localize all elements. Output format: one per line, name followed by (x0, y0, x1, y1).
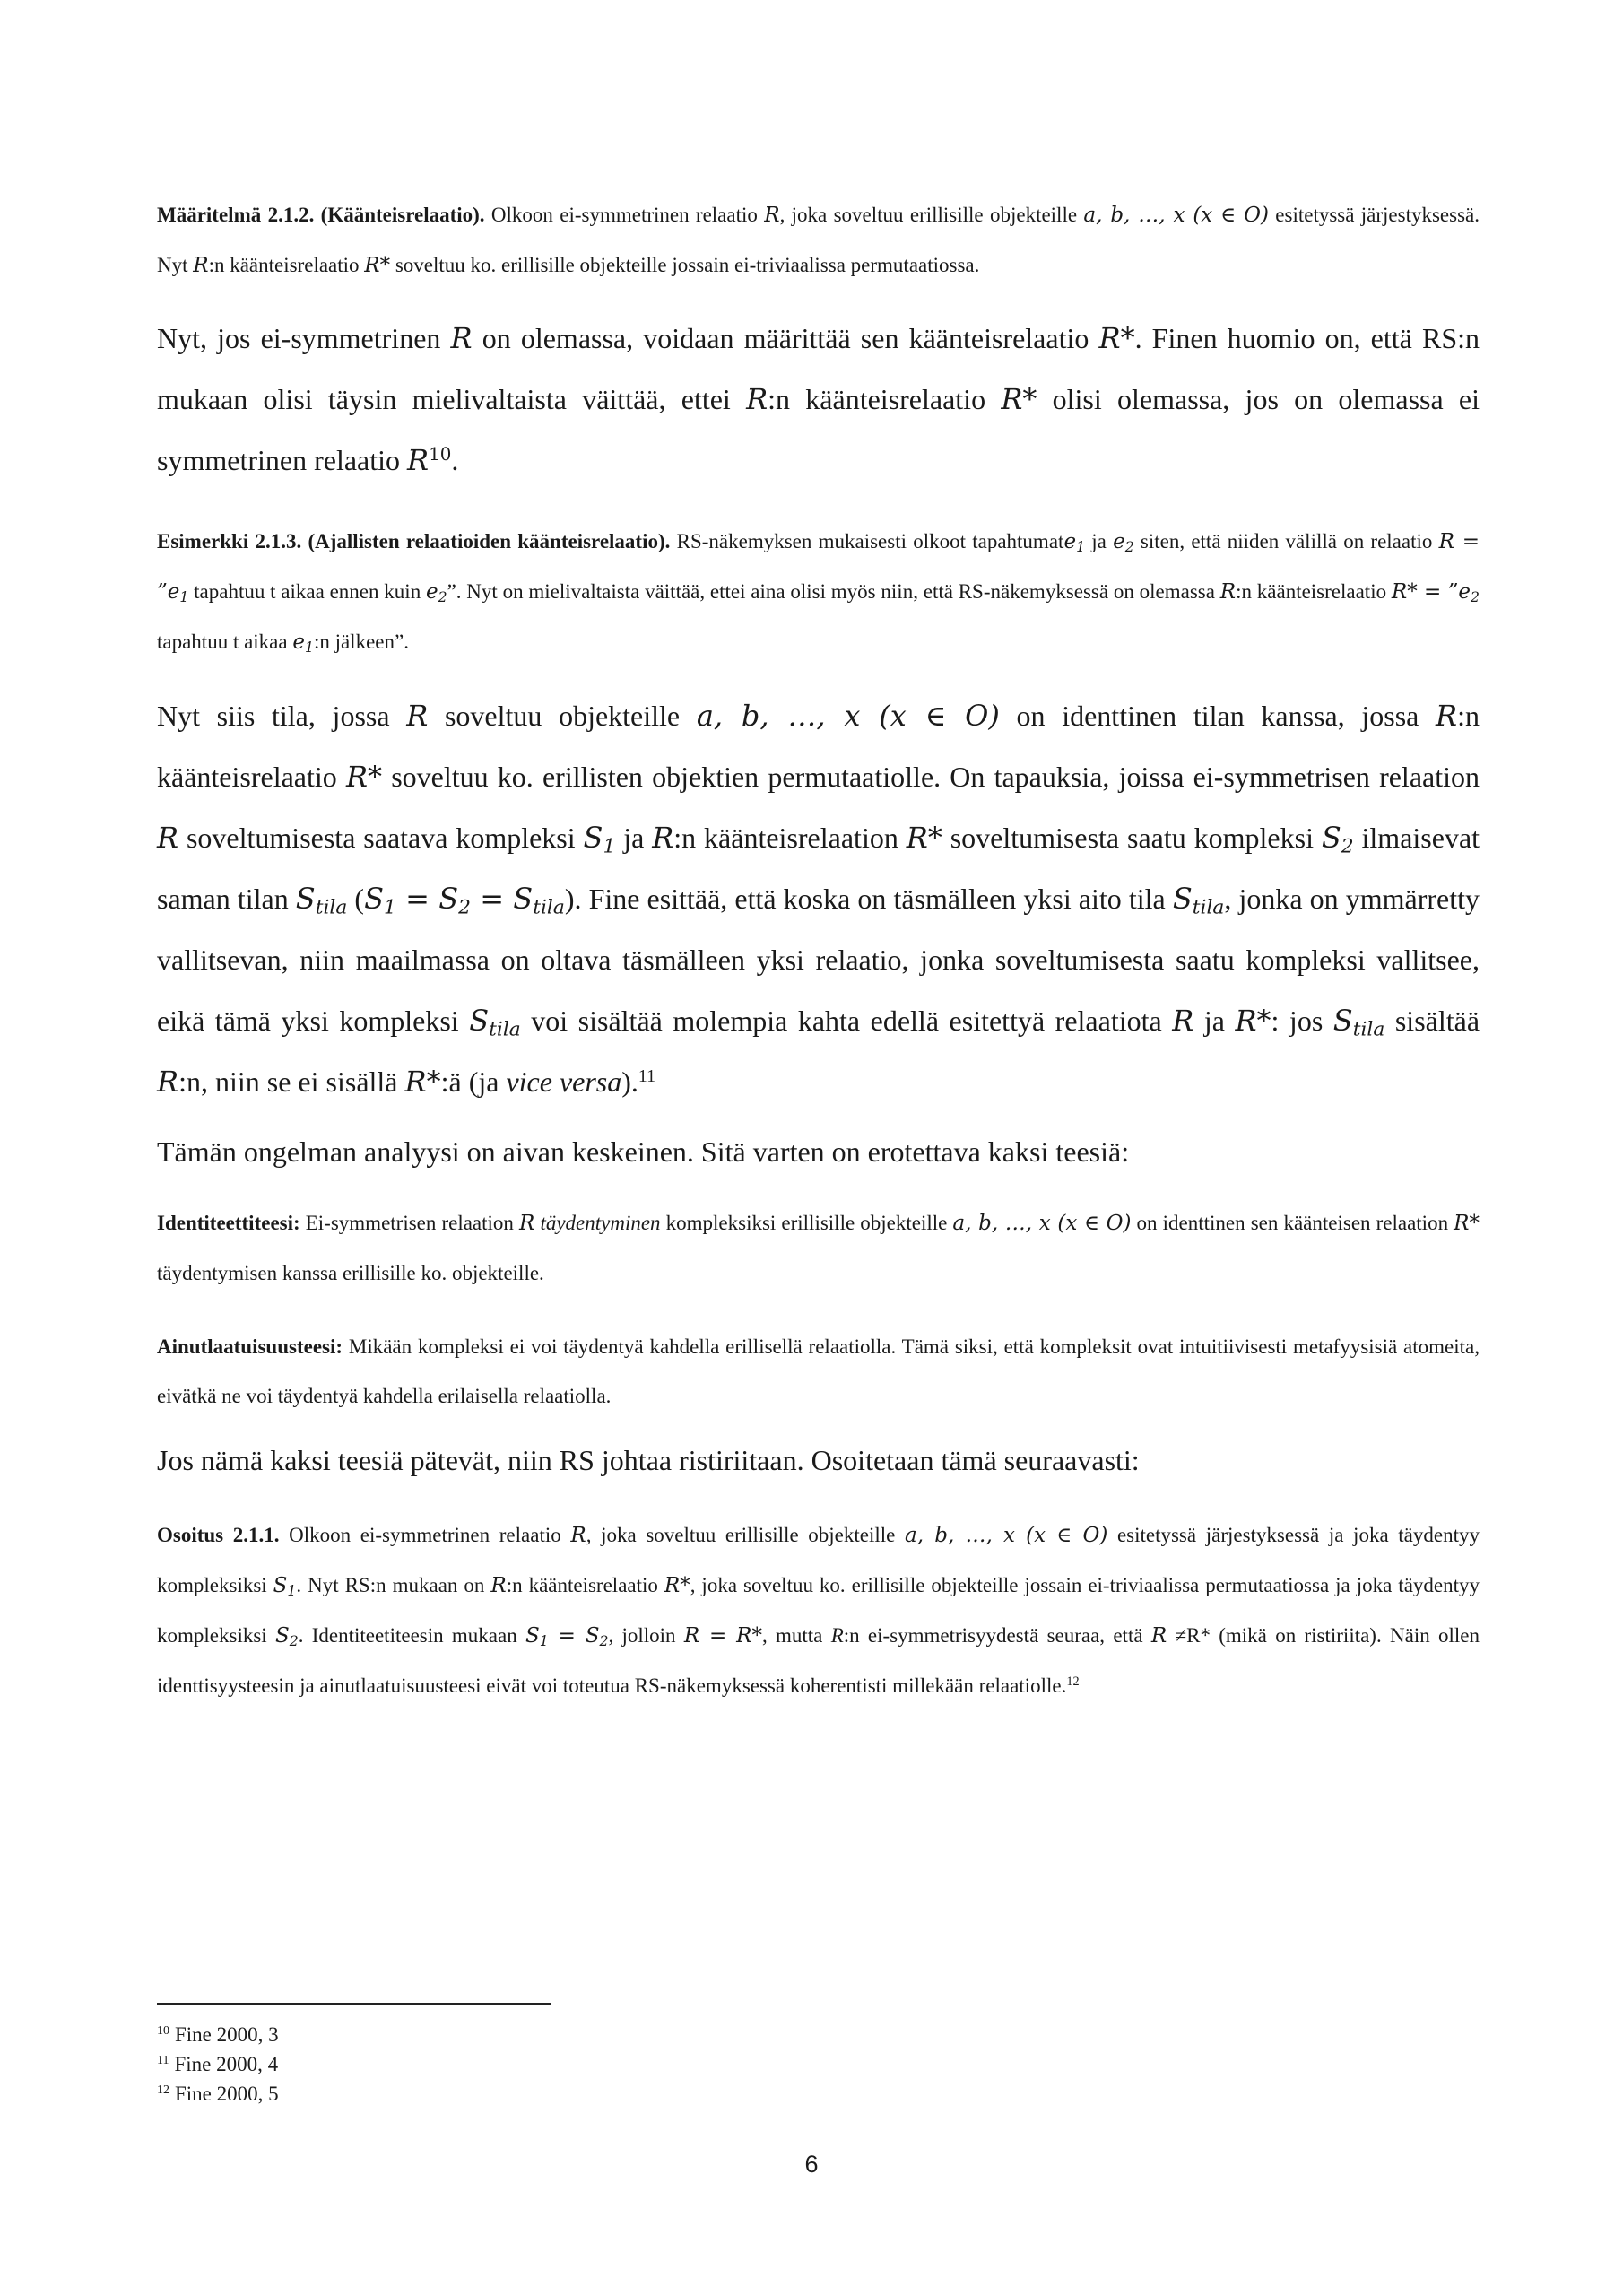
math-expression: a, b, …, x (x ∈ O) (1083, 204, 1269, 227)
math-e2: $e_2$ (1113, 530, 1134, 555)
footnote-ref-11: 11 (638, 1066, 655, 1087)
text-run: on olemassa, voidaan määrittää sen käänteisrelaatio (472, 322, 1099, 354)
text-run: : jos (1271, 1004, 1333, 1037)
text-run: . Finen huomio on, että RS:n mukaan olisi täysin mielivaltaista väittää, ettei (157, 322, 1480, 415)
text-run: on identtinen sen käänteisen relaation (1131, 1212, 1454, 1234)
math-symbol: R* (1001, 382, 1037, 416)
text-run: tapahtuu t aikaa (157, 631, 293, 653)
math-symbol: R* (404, 1065, 441, 1099)
math-symbol: R (157, 821, 179, 855)
text-run: soveltumisesta saatava kompleksi (178, 822, 584, 854)
math-symbol: R (193, 254, 209, 277)
text-run: ). Fine esittää, että koska on täsmälleen yksi aito tila (564, 883, 1173, 915)
example-label: Esimerkki 2.1.3. (Ajallisten relaatioiden käänteisrelaatio). (157, 530, 671, 552)
math-symbol: R (570, 1524, 586, 1547)
math-symbol: R (407, 443, 430, 477)
text-run: Olkoon ei-symmetrinen relaatio (484, 204, 765, 226)
footnote-separator (157, 2003, 551, 2005)
math-equation: $S_1 = S_2$ (525, 1624, 609, 1649)
math-symbol: R* (345, 760, 383, 794)
text-run: :n käänteisrelaatio (1236, 580, 1392, 603)
math-s1: $S_1$ (273, 1574, 297, 1599)
text-run: , mutta (761, 1624, 831, 1647)
definition-label: Määritelmä 2.1.2. (Käänteisrelaatio). (157, 204, 485, 226)
text-run: , joka soveltuu ko. erillisille objekteille jossain ei-triviaalissa permutaatiossa ja joka täydentyy kompleksiksi (157, 1574, 1480, 1647)
identity-thesis (157, 1198, 1480, 1298)
text-run: ( (347, 883, 365, 915)
text-run: Ei-symmetrisen relaation (299, 1212, 520, 1234)
math-symbol: R (1172, 1004, 1194, 1038)
text-run: ja (1085, 530, 1114, 552)
math-symbol: R (1150, 1624, 1167, 1648)
math-symbol: R* (664, 1574, 690, 1597)
text-run: ). (621, 1065, 638, 1098)
math-s2: $S_2$ (1321, 821, 1354, 858)
page-number: 6 (804, 2151, 819, 2178)
text-run: :n käänteisrelaatio (157, 700, 1480, 793)
text-run: voi sisältää molempia kahta edellä esitettyä relaatiota (520, 1004, 1173, 1037)
text-run: :n ei-symmetrisyydestä seuraa, että (843, 1624, 1151, 1647)
text-run: :n käänteisrelaation (673, 822, 907, 854)
text-run: :n jälkeen”. (313, 631, 409, 653)
footnote-10: $^{10}$ Fine 2000, 3 (157, 2023, 279, 2046)
thesis-label: Ainutlaatuisuusteesi: (157, 1335, 343, 1358)
math-symbol: R (1219, 580, 1237, 604)
text-run: soveltuu objekteille (428, 700, 697, 732)
math-symbol: R (157, 1065, 179, 1099)
paragraph-4: Jos nämä kaksi teesiä pätevät, niin RS johtaa ristiriitaan. Osoitetaan tämä seuraavasti: (157, 1444, 1140, 1476)
text-run: Nyt siis tila, jossa (157, 700, 407, 732)
text-run: on identtinen tilan kanssa, jossa (999, 700, 1436, 732)
text-run: esitetyssä järjestyksessä. Nyt (157, 204, 1480, 276)
text-run: soveltuu ko. erillisille objekteille jossain ei-triviaalissa permutaatiossa. (390, 254, 980, 276)
text-run: , jonka on ymmärretty vallitsevan, niin maailmassa on oltava täsmälleen yksi relaatio, jonka soveltumisesta saatu kompleksi vallitsee, eikä tämä yksi kompleksi (157, 883, 1480, 1037)
text-run: ja (1193, 1004, 1236, 1037)
math-symbol: R (1436, 699, 1458, 733)
definition-2-1-2 (157, 190, 1480, 291)
text-run: olisi olemassa, jos on olemassa ei symmetrinen relaatio (157, 383, 1480, 476)
math-symbol: R* (1098, 321, 1135, 355)
math-equation: $S_1 = S_2 = S_{tila}$ (364, 882, 565, 919)
text-run: siten, että niiden välillä on relaatio (1133, 530, 1439, 552)
text-run: täydentymisen kanssa erillisille ko. objekteille. (157, 1262, 544, 1284)
text-run: ilmaisevat saman tilan (157, 822, 1480, 915)
footnote-12: $^{12}$ Fine 2000, 5 (157, 2083, 279, 2105)
math-s1: $S_1$ (583, 821, 616, 858)
text-run: :n, niin se ei sisällä (178, 1065, 405, 1098)
text-run: tapahtuu t aikaa ennen kuin (188, 580, 426, 603)
paragraph-1 (157, 308, 1480, 491)
example-2-1-3 (157, 517, 1480, 667)
math-symbol: R* (1235, 1004, 1271, 1038)
math-expression: ≠R* (1167, 1624, 1211, 1647)
text-run: :n käänteisrelaatio (506, 1574, 664, 1596)
math-symbol: R (519, 1212, 535, 1235)
math-symbol: R (490, 1574, 507, 1597)
math-symbol: R (746, 382, 768, 416)
text-run: . Identiteetiteesin mukaan (298, 1624, 526, 1647)
paragraph-3: Tämän ongelman analyysi on aivan keskeinen. Sitä varten on erotettava kaksi teesiä: (157, 1135, 1130, 1168)
proof-2-1-1 (157, 1510, 1480, 1710)
text-run: :n käänteisrelaatio (768, 383, 1002, 415)
thesis-label: Identiteettiteesi: (157, 1212, 300, 1234)
math-symbol: R (764, 204, 780, 227)
math-superscript: 10 (429, 444, 452, 465)
math-expression: R = R* (683, 1624, 762, 1648)
text-run: Nyt, jos ei-symmetrinen (157, 322, 451, 354)
text-run: . Nyt RS:n mukaan on (296, 1574, 491, 1596)
math-stila: $S_{tila}$ (295, 882, 348, 919)
math-e1: $e_1$ (167, 580, 189, 605)
text-run: RS-näkemyksen mukaisesti olkoot tapahtumat (670, 530, 1064, 552)
text-run: esitetyssä järjestyksessä ja joka täydentyy kompleksiksi (157, 1524, 1480, 1596)
math-expression: R = ” (157, 530, 1480, 604)
footnote-ref-12: 12 (1066, 1674, 1080, 1690)
text-run: kompleksiksi erillisille objekteille (660, 1212, 953, 1234)
math-e1: $e_1$ (292, 631, 314, 656)
math-stila: $S_{tila}$ (1172, 882, 1225, 919)
math-expression: a, b, …, x (x ∈ O) (696, 699, 1000, 733)
math-symbol: R (652, 821, 674, 855)
text-run: soveltumisesta saatu kompleksi (942, 822, 1322, 854)
paragraph-2 (157, 685, 1480, 1112)
text-run: :n käänteisrelaatio (208, 254, 365, 276)
proof-label: Osoitus 2.1.1. (157, 1524, 280, 1546)
text-run: ja (615, 822, 653, 854)
text-run: , joka soveltuu erillisille objekteille (586, 1524, 905, 1546)
math-expression: a, b, …, x (x ∈ O) (905, 1524, 1108, 1547)
math-stila: $S_{tila}$ (469, 1004, 521, 1041)
text-run: , joka soveltuu erillisille objekteille (779, 204, 1084, 226)
emphasis-text: täydentyminen (540, 1212, 661, 1234)
text-run: , jolloin (608, 1624, 684, 1647)
math-symbol: R* (364, 254, 391, 277)
math-expression: R* = ” (1391, 580, 1459, 604)
math-e1: $e_1$ (1063, 530, 1086, 555)
uniqueness-thesis (157, 1322, 1480, 1421)
text-run: :ä (ja (440, 1065, 507, 1098)
math-symbol: R* (1454, 1212, 1480, 1235)
text-run: ”. Nyt on mielivaltaista väittää, ettei aina olisi myös niin, että RS-näkemyksessä on olemassa (447, 580, 1220, 603)
text-run: Mikään kompleksi ei voi täydentyä kahdella erillisellä relaatiolla. Tämä siksi, että kompleksit ovat intuitiivisesti metafyysisiä atomeita, eivätkä ne voi täydentyä kahdella erilaisella relaatiolla. (157, 1335, 1480, 1407)
math-symbol: R (830, 1624, 844, 1647)
math-symbol: R (450, 321, 473, 355)
emphasis-text: vice versa (506, 1065, 622, 1098)
text-run: . (451, 444, 459, 476)
math-expression: a, b, …, x (x ∈ O) (952, 1212, 1132, 1235)
math-stila: $S_{tila}$ (1332, 1004, 1385, 1041)
math-s2: $S_2$ (274, 1624, 299, 1649)
text-run: (mikä on ristiriita). Näin ollen identtisyysteesin ja ainutlaatuisuusteesi eivät voi toteutua RS-näkemyksessä koherentisti millekään relaatiolle. (157, 1624, 1480, 1697)
footnote-11: $^{11}$ Fine 2000, 4 (157, 2053, 279, 2075)
text-run: soveltuu ko. erillisten objektien permutaatiolle. On tapauksia, joissa ei-symmetrisen relaation (382, 761, 1480, 793)
text-run: sisältää (1384, 1004, 1480, 1037)
math-e2: $e_2$ (425, 580, 447, 605)
math-symbol: R* (906, 821, 942, 855)
math-symbol: R (406, 699, 429, 733)
text-run: Olkoon ei-symmetrinen relaatio (279, 1524, 571, 1546)
math-e2: $e_2$ (1458, 580, 1480, 605)
